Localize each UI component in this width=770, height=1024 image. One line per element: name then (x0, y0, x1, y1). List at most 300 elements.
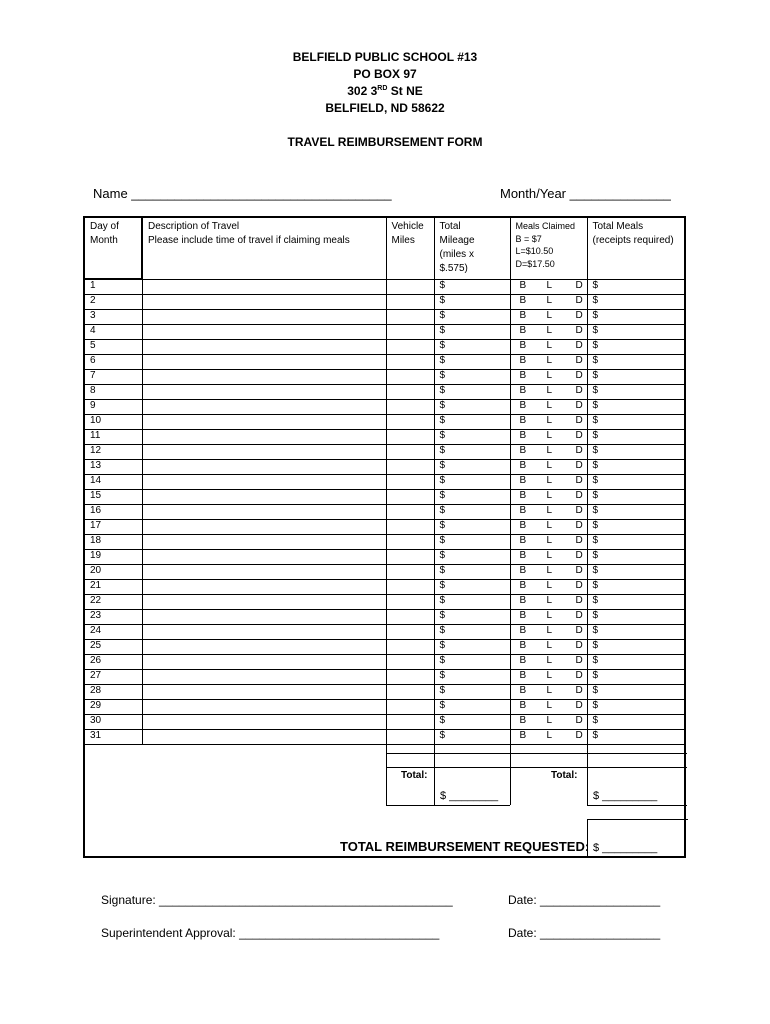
mileage-cell[interactable]: $ (434, 415, 510, 430)
table-row (84, 670, 685, 685)
day-cell: 21 (84, 580, 142, 595)
meal-l-option[interactable]: L (546, 640, 553, 651)
description-cell[interactable] (142, 490, 386, 505)
total-meals-cell[interactable]: $ (587, 340, 685, 355)
meals-cell[interactable] (510, 685, 587, 700)
meal-l-option[interactable]: L (546, 279, 553, 291)
meals-cell[interactable] (510, 535, 587, 550)
description-cell[interactable] (142, 385, 386, 400)
meal-d-option[interactable]: D (575, 565, 583, 576)
day-cell: 29 (84, 700, 142, 715)
meal-d-option[interactable]: D (575, 370, 583, 381)
meals-cell[interactable] (510, 355, 587, 370)
total-meals-cell[interactable]: $ (587, 655, 685, 670)
table-row (84, 430, 685, 445)
table-row (84, 385, 685, 400)
mileage-cell[interactable]: $ (434, 325, 510, 340)
meal-b-option[interactable]: B (519, 355, 527, 366)
meal-d-option[interactable]: D (575, 610, 583, 621)
table-row (84, 535, 685, 550)
total-meals-cell[interactable]: $ (587, 370, 685, 385)
mileage-cell[interactable]: $ (434, 430, 510, 445)
signature-date-field[interactable]: Date: __________________ (508, 893, 661, 907)
total-meals-cell[interactable]: $ (587, 595, 685, 610)
meals-cell[interactable] (510, 520, 587, 535)
table-row (84, 370, 685, 385)
total-meals-cell[interactable]: $ (587, 490, 685, 505)
vehicle-miles-cell[interactable] (386, 279, 434, 295)
mileage-cell[interactable]: $ (434, 700, 510, 715)
vehicle-miles-cell[interactable] (386, 520, 434, 535)
meal-l-option[interactable]: L (546, 655, 553, 666)
vehicle-miles-cell[interactable] (386, 325, 434, 340)
description-cell[interactable] (142, 670, 386, 685)
meal-b-option[interactable]: B (519, 730, 527, 741)
vehicle-miles-cell[interactable] (386, 610, 434, 625)
description-cell[interactable] (142, 655, 386, 670)
meal-l-option[interactable]: L (546, 700, 553, 711)
table-row (84, 415, 685, 430)
meals-cell[interactable] (510, 655, 587, 670)
travel-table (83, 216, 686, 745)
mileage-cell[interactable]: $ (434, 685, 510, 700)
meal-b-option[interactable]: B (519, 550, 527, 561)
street-ordinal: RD (377, 85, 388, 92)
meals-cell[interactable] (510, 490, 587, 505)
mileage-cell[interactable]: $ (434, 295, 510, 310)
vehicle-miles-cell[interactable] (386, 685, 434, 700)
total-meals-cell[interactable]: $ (587, 565, 685, 580)
meal-l-option[interactable]: L (546, 445, 553, 456)
mileage-cell[interactable]: $ (434, 460, 510, 475)
table-row (84, 520, 685, 535)
meal-b-option[interactable]: B (519, 415, 527, 426)
meal-d-option[interactable]: D (575, 445, 583, 456)
total-meals-cell[interactable]: $ (587, 610, 685, 625)
day-cell: 9 (84, 400, 142, 415)
meals-cell[interactable] (510, 415, 587, 430)
description-cell[interactable] (142, 445, 386, 460)
mileage-cell[interactable]: $ (434, 715, 510, 730)
day-cell: 12 (84, 445, 142, 460)
mileage-cell[interactable]: $ (434, 445, 510, 460)
description-cell[interactable] (142, 535, 386, 550)
day-cell: 7 (84, 370, 142, 385)
description-cell[interactable] (142, 430, 386, 445)
meal-b-option[interactable]: B (519, 700, 527, 711)
total-meals-cell[interactable]: $ (587, 700, 685, 715)
meals-cell[interactable] (510, 700, 587, 715)
meal-d-option[interactable]: D (575, 535, 583, 546)
meal-b-option[interactable]: B (519, 625, 527, 636)
meals-cell[interactable] (510, 400, 587, 415)
meal-l-option[interactable]: L (546, 730, 553, 741)
mileage-cell[interactable]: $ (434, 279, 510, 295)
meals-cell[interactable] (510, 715, 587, 730)
meal-b-option[interactable]: B (519, 535, 527, 546)
meals-cell[interactable] (510, 460, 587, 475)
meal-d-option[interactable]: D (575, 580, 583, 591)
meal-d-option[interactable]: D (575, 520, 583, 531)
description-cell[interactable] (142, 715, 386, 730)
meal-b-option[interactable]: B (519, 475, 527, 486)
total-meals-cell[interactable]: $ (587, 325, 685, 340)
description-cell[interactable] (142, 310, 386, 325)
meal-d-option[interactable]: D (575, 295, 583, 306)
mileage-cell[interactable]: $ (434, 550, 510, 565)
meal-l-option[interactable]: L (546, 595, 553, 606)
meal-d-option[interactable]: D (575, 310, 583, 321)
grand-total-field[interactable]: $ _________ (593, 842, 658, 854)
signature-field[interactable]: Signature: ____________________________________________ (101, 893, 453, 907)
day-cell: 24 (84, 625, 142, 640)
day-cell: 28 (84, 685, 142, 700)
vehicle-miles-cell[interactable] (386, 370, 434, 385)
total-meals-cell[interactable]: $ (587, 310, 685, 325)
month-year-field[interactable]: Month/Year ______________ (500, 186, 671, 201)
table-row (84, 279, 685, 295)
vehicle-miles-cell[interactable] (386, 535, 434, 550)
vehicle-miles-cell[interactable] (386, 460, 434, 475)
mileage-cell[interactable]: $ (434, 595, 510, 610)
meal-l-option[interactable]: L (546, 610, 553, 621)
table-row (84, 475, 685, 490)
total-meals-cell[interactable]: $ (587, 295, 685, 310)
total-meals-cell[interactable]: $ (587, 475, 685, 490)
meal-b-option[interactable]: B (519, 430, 527, 441)
meals-cell[interactable] (510, 550, 587, 565)
description-cell[interactable] (142, 595, 386, 610)
vehicle-miles-cell[interactable] (386, 415, 434, 430)
meal-b-option[interactable]: B (519, 325, 527, 336)
total-meals-cell[interactable]: $ (587, 580, 685, 595)
meals-cell[interactable] (510, 279, 587, 295)
vehicle-miles-cell[interactable] (386, 670, 434, 685)
meal-l-option[interactable]: L (546, 460, 553, 471)
meal-d-option[interactable]: D (575, 715, 583, 726)
vehicle-miles-cell[interactable] (386, 550, 434, 565)
superintendent-approval-field[interactable]: Superintendent Approval: ______________________________ (101, 926, 440, 940)
description-cell[interactable] (142, 700, 386, 715)
description-cell[interactable] (142, 625, 386, 640)
meals-cell[interactable] (510, 475, 587, 490)
meals-cell[interactable] (510, 625, 587, 640)
meal-d-option[interactable]: D (575, 595, 583, 606)
mileage-total-field[interactable]: $ ________ (440, 790, 499, 802)
day-cell: 15 (84, 490, 142, 505)
meal-l-option[interactable]: L (546, 385, 553, 396)
meal-l-option[interactable]: L (546, 565, 553, 576)
description-cell[interactable] (142, 505, 386, 520)
total-meals-cell[interactable]: $ (587, 430, 685, 445)
meal-l-option[interactable]: L (546, 475, 553, 486)
meal-l-option[interactable]: L (546, 355, 553, 366)
total-meals-cell[interactable]: $ (587, 625, 685, 640)
meal-d-option[interactable]: D (575, 415, 583, 426)
meal-l-option[interactable]: L (546, 625, 553, 636)
description-cell[interactable] (142, 520, 386, 535)
meal-l-option[interactable]: L (546, 715, 553, 726)
po-box: PO BOX 97 (353, 67, 417, 81)
vehicle-miles-cell[interactable] (386, 715, 434, 730)
city-state-zip: BELFIELD, ND 58622 (325, 101, 445, 115)
meal-b-option[interactable]: B (519, 310, 527, 321)
day-cell: 23 (84, 610, 142, 625)
meal-b-option[interactable]: B (519, 595, 527, 606)
meal-d-option[interactable]: D (575, 700, 583, 711)
description-cell[interactable] (142, 580, 386, 595)
total-meals-cell[interactable]: $ (587, 730, 685, 745)
description-cell[interactable] (142, 325, 386, 340)
total-meals-cell[interactable]: $ (587, 415, 685, 430)
meal-d-option[interactable]: D (575, 550, 583, 561)
mileage-cell[interactable]: $ (434, 640, 510, 655)
vehicle-miles-cell[interactable] (386, 505, 434, 520)
total-meals-cell[interactable]: $ (587, 640, 685, 655)
meal-b-option[interactable]: B (519, 655, 527, 666)
table-row (84, 310, 685, 325)
vehicle-miles-cell[interactable] (386, 565, 434, 580)
mileage-cell[interactable]: $ (434, 490, 510, 505)
description-cell[interactable] (142, 355, 386, 370)
meal-b-option[interactable]: B (519, 505, 527, 516)
meal-l-option[interactable]: L (546, 325, 553, 336)
meal-d-option[interactable]: D (575, 400, 583, 411)
meals-cell[interactable] (510, 610, 587, 625)
total-meals-cell[interactable]: $ (587, 670, 685, 685)
vehicle-miles-cell[interactable] (386, 385, 434, 400)
day-cell: 10 (84, 415, 142, 430)
meals-cell[interactable] (510, 565, 587, 580)
meals-cell[interactable] (510, 325, 587, 340)
vehicle-miles-cell[interactable] (386, 640, 434, 655)
description-cell[interactable] (142, 460, 386, 475)
total-meals-cell[interactable]: $ (587, 535, 685, 550)
meal-d-option[interactable]: D (575, 730, 583, 741)
street-address (0, 84, 770, 98)
vehicle-miles-cell[interactable] (386, 310, 434, 325)
meal-b-option[interactable]: B (519, 445, 527, 456)
description-cell[interactable] (142, 610, 386, 625)
day-cell: 20 (84, 565, 142, 580)
meal-b-option[interactable]: B (519, 385, 527, 396)
meals-cell[interactable] (510, 670, 587, 685)
table-row (84, 625, 685, 640)
approval-date-field[interactable]: Date: __________________ (508, 926, 661, 940)
table-row (84, 595, 685, 610)
vehicle-miles-cell[interactable] (386, 430, 434, 445)
day-cell: 14 (84, 475, 142, 490)
total-meals-cell[interactable]: $ (587, 355, 685, 370)
mileage-cell[interactable]: $ (434, 565, 510, 580)
mileage-cell[interactable]: $ (434, 520, 510, 535)
meal-l-option[interactable]: L (546, 580, 553, 591)
mileage-cell[interactable]: $ (434, 400, 510, 415)
vehicle-miles-cell[interactable] (386, 490, 434, 505)
meal-l-option[interactable]: L (546, 400, 553, 411)
description-cell[interactable] (142, 640, 386, 655)
meals-cell[interactable] (510, 340, 587, 355)
meal-b-option[interactable]: B (519, 520, 527, 531)
meal-l-option[interactable]: L (546, 670, 553, 681)
meal-b-option[interactable]: B (519, 640, 527, 651)
mileage-cell[interactable]: $ (434, 670, 510, 685)
meal-b-option[interactable]: B (519, 685, 527, 696)
total-meals-cell[interactable]: $ (587, 400, 685, 415)
total-meals-cell[interactable]: $ (587, 279, 685, 295)
vehicle-miles-cell[interactable] (386, 580, 434, 595)
description-cell[interactable] (142, 279, 386, 295)
meal-l-option[interactable]: L (546, 340, 553, 351)
meal-d-option[interactable]: D (575, 685, 583, 696)
description-cell[interactable] (142, 400, 386, 415)
meals-cell[interactable] (510, 295, 587, 310)
meals-cell[interactable] (510, 580, 587, 595)
meals-cell[interactable] (510, 370, 587, 385)
meal-l-option[interactable]: L (546, 295, 553, 306)
day-cell: 26 (84, 655, 142, 670)
total-meals-cell[interactable]: $ (587, 445, 685, 460)
meal-d-option[interactable]: D (575, 505, 583, 516)
meal-b-option[interactable]: B (519, 565, 527, 576)
meal-l-option[interactable]: L (546, 415, 553, 426)
meal-b-option[interactable]: B (519, 460, 527, 471)
mileage-total-label: Total: (401, 770, 428, 781)
meal-b-option[interactable]: B (519, 400, 527, 411)
table-row (84, 295, 685, 310)
meal-b-option[interactable]: B (519, 370, 527, 381)
description-cell[interactable] (142, 550, 386, 565)
description-cell[interactable] (142, 415, 386, 430)
meals-cell[interactable] (510, 445, 587, 460)
meals-cell[interactable] (510, 595, 587, 610)
meal-d-option[interactable]: D (575, 355, 583, 366)
mileage-cell[interactable]: $ (434, 340, 510, 355)
day-cell: 13 (84, 460, 142, 475)
table-row (84, 355, 685, 370)
meals-total-field[interactable]: $ _________ (593, 790, 658, 802)
table-row (84, 340, 685, 355)
meal-d-option[interactable]: D (575, 385, 583, 396)
meal-l-option[interactable]: L (546, 535, 553, 546)
meal-d-option[interactable]: D (575, 340, 583, 351)
meal-l-option[interactable]: L (546, 505, 553, 516)
description-cell[interactable] (142, 340, 386, 355)
mileage-cell[interactable]: $ (434, 370, 510, 385)
mileage-cell[interactable]: $ (434, 730, 510, 745)
meals-cell[interactable] (510, 640, 587, 655)
meal-l-option[interactable]: L (546, 370, 553, 381)
meal-l-option[interactable]: L (546, 550, 553, 561)
mileage-cell[interactable]: $ (434, 505, 510, 520)
description-cell[interactable] (142, 295, 386, 310)
meal-l-option[interactable]: L (546, 430, 553, 441)
total-meals-cell[interactable]: $ (587, 505, 685, 520)
vehicle-miles-cell[interactable] (386, 355, 434, 370)
meals-cell[interactable] (510, 430, 587, 445)
day-cell: 17 (84, 520, 142, 535)
meal-d-option[interactable]: D (575, 655, 583, 666)
day-cell: 31 (84, 730, 142, 745)
meal-b-option[interactable]: B (519, 340, 527, 351)
total-meals-cell[interactable]: $ (587, 685, 685, 700)
meal-b-option[interactable]: B (519, 490, 527, 501)
mileage-cell[interactable]: $ (434, 310, 510, 325)
table-row (84, 655, 685, 670)
meal-d-option[interactable]: D (575, 625, 583, 636)
meals-cell[interactable] (510, 505, 587, 520)
total-meals-cell[interactable]: $ (587, 520, 685, 535)
vehicle-miles-cell[interactable] (386, 625, 434, 640)
meal-d-option[interactable]: D (575, 460, 583, 471)
vehicle-miles-cell[interactable] (386, 700, 434, 715)
table-row (84, 715, 685, 730)
meal-d-option[interactable]: D (575, 325, 583, 336)
total-meals-cell[interactable]: $ (587, 715, 685, 730)
day-cell: 3 (84, 310, 142, 325)
meals-total-label: Total: (551, 770, 578, 781)
vehicle-miles-cell[interactable] (386, 655, 434, 670)
meal-b-option[interactable]: B (519, 580, 527, 591)
meal-b-option[interactable]: B (519, 295, 527, 306)
header-vehicle-miles: Vehicle Miles (386, 217, 434, 279)
meal-l-option[interactable]: L (546, 685, 553, 696)
mileage-cell[interactable]: $ (434, 655, 510, 670)
description-cell[interactable] (142, 685, 386, 700)
day-cell: 2 (84, 295, 142, 310)
day-cell: 25 (84, 640, 142, 655)
table-row (84, 445, 685, 460)
meal-d-option[interactable]: D (575, 670, 583, 681)
meal-d-option[interactable]: D (575, 490, 583, 501)
mileage-cell[interactable]: $ (434, 475, 510, 490)
meal-d-option[interactable]: D (575, 430, 583, 441)
description-cell[interactable] (142, 565, 386, 580)
meal-d-option[interactable]: D (575, 475, 583, 486)
vehicle-miles-cell[interactable] (386, 340, 434, 355)
meal-l-option[interactable]: L (546, 520, 553, 531)
total-meals-cell[interactable]: $ (587, 385, 685, 400)
meals-cell[interactable] (510, 310, 587, 325)
mileage-cell[interactable]: $ (434, 610, 510, 625)
form-title: TRAVEL REIMBURSEMENT FORM (287, 135, 483, 149)
meal-d-option[interactable]: D (575, 640, 583, 651)
meal-b-option[interactable]: B (519, 715, 527, 726)
name-field[interactable]: Name ____________________________________ (93, 186, 392, 201)
meal-b-option[interactable]: B (519, 610, 527, 621)
vehicle-miles-cell[interactable] (386, 445, 434, 460)
meal-l-option[interactable]: L (546, 310, 553, 321)
mileage-cell[interactable]: $ (434, 580, 510, 595)
total-meals-cell[interactable]: $ (587, 460, 685, 475)
meals-cell[interactable] (510, 385, 587, 400)
vehicle-miles-cell[interactable] (386, 295, 434, 310)
mileage-cell[interactable]: $ (434, 535, 510, 550)
vehicle-miles-cell[interactable] (386, 595, 434, 610)
vehicle-miles-cell[interactable] (386, 400, 434, 415)
meal-d-option[interactable]: D (575, 279, 583, 291)
description-cell[interactable] (142, 475, 386, 490)
meal-l-option[interactable]: L (546, 490, 553, 501)
vehicle-miles-cell[interactable] (386, 475, 434, 490)
meal-b-option[interactable]: B (519, 279, 527, 291)
meal-b-option[interactable]: B (519, 670, 527, 681)
mileage-cell[interactable]: $ (434, 625, 510, 640)
mileage-cell[interactable]: $ (434, 385, 510, 400)
mileage-cell[interactable]: $ (434, 355, 510, 370)
total-meals-cell[interactable]: $ (587, 550, 685, 565)
description-cell[interactable] (142, 370, 386, 385)
